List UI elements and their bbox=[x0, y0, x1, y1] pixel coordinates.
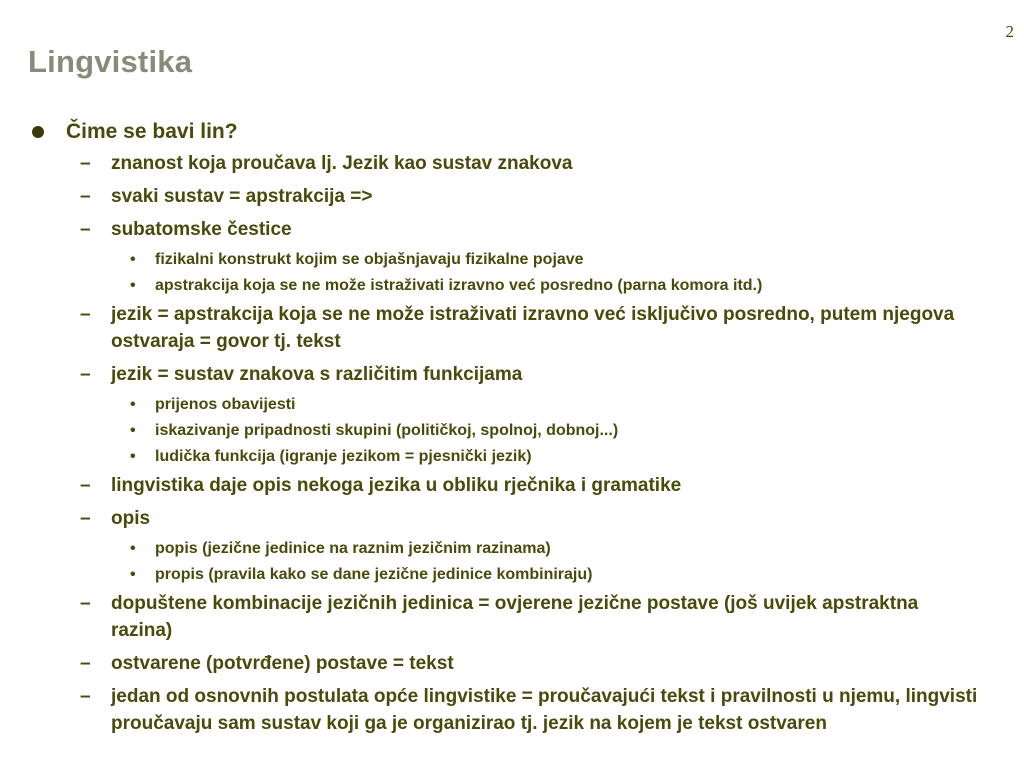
dot-bullet-icon: • bbox=[130, 540, 136, 557]
dash-bullet-icon: – bbox=[80, 593, 91, 614]
list-item bbox=[0, 590, 1024, 644]
dash-bullet-icon: – bbox=[80, 508, 91, 529]
dot-bullet-icon: • bbox=[130, 422, 136, 439]
dash-bullet-icon: – bbox=[80, 304, 91, 325]
list-item-text: svaki sustav = apstrakcija => bbox=[111, 186, 373, 207]
dash-bullet-icon: – bbox=[80, 153, 91, 174]
dash-bullet-icon: – bbox=[80, 475, 91, 496]
slide-title: Lingvistika bbox=[28, 44, 193, 79]
dash-bullet-icon: – bbox=[80, 686, 91, 707]
list-item-text: subatomske čestice bbox=[111, 219, 292, 240]
dot-bullet-icon: • bbox=[130, 396, 136, 413]
list-item bbox=[0, 216, 1024, 243]
dot-bullet-icon: • bbox=[130, 448, 136, 465]
sub-list-item-text: iskazivanje pripadnosti skupini (političkoj, spolnoj, dobnoj...) bbox=[155, 422, 619, 439]
list-item bbox=[0, 683, 1024, 737]
list-item-text: jezik = apstrakcija koja se ne može istraživati izravno već isključivo posredno, putem njegova ostvaraja = govor tj. tekst bbox=[111, 304, 955, 352]
sub-list-item-text: ludička funkcija (igranje jezikom = pjesnički jezik) bbox=[155, 448, 532, 465]
slide-number: 2 bbox=[1005, 22, 1014, 41]
list-item bbox=[0, 301, 1024, 355]
list-item bbox=[0, 472, 1024, 499]
sub-list-item bbox=[0, 249, 1024, 270]
list-item-text: znanost koja proučava lj. Jezik kao sustav znakova bbox=[111, 153, 573, 174]
sub-list-item bbox=[0, 394, 1024, 415]
list-item-text: ostvarene (potvrđene) postave = tekst bbox=[111, 653, 454, 674]
dash-bullet-icon: – bbox=[80, 364, 91, 385]
sub-list-item-text: apstrakcija koja se ne može istraživati izravno već posredno (parna komora itd.) bbox=[155, 277, 763, 294]
sub-list-item-text: popis (jezične jedinice na raznim jezičnim razinama) bbox=[155, 540, 551, 557]
sub-list-item bbox=[0, 275, 1024, 296]
slide-content bbox=[0, 118, 1024, 743]
sub-list-item bbox=[0, 446, 1024, 467]
list-item bbox=[0, 361, 1024, 388]
sub-list-item-text: fizikalni konstrukt kojim se objašnjavaju fizikalne pojave bbox=[155, 251, 584, 268]
dash-bullet-icon: – bbox=[80, 186, 91, 207]
dash-bullet-icon: – bbox=[80, 219, 91, 240]
sub-list-item bbox=[0, 420, 1024, 441]
list-item-text: lingvistika daje opis nekoga jezika u obliku rječnika i gramatike bbox=[111, 475, 682, 496]
list-item bbox=[0, 505, 1024, 532]
dash-bullet-icon: – bbox=[80, 653, 91, 674]
list-item-text: dopuštene kombinacije jezičnih jedinica = ovjerene jezične postave (još uvijek apstraktna razina) bbox=[111, 593, 919, 641]
main-point-text: Čime se bavi lin? bbox=[66, 120, 238, 143]
dot-bullet-icon: • bbox=[130, 566, 136, 583]
dot-bullet-icon: • bbox=[130, 251, 136, 268]
list-item bbox=[0, 150, 1024, 177]
filled-circle-bullet-icon bbox=[32, 126, 44, 138]
list-item-text: opis bbox=[111, 508, 151, 529]
sub-list-item-text: propis (pravila kako se dane jezične jedinice kombiniraju) bbox=[155, 566, 593, 583]
sub-list-item bbox=[0, 564, 1024, 585]
main-bullet-point bbox=[0, 118, 1024, 145]
list-item bbox=[0, 183, 1024, 210]
list-item-text: jedan od osnovnih postulata opće lingvistike = proučavajući tekst i pravilnosti u njemu, lingvisti proučavaju sam sustav koji ga je organizirao tj. jezik na kojem je tekst ostvaren bbox=[111, 686, 978, 734]
sub-list-item-text: prijenos obavijesti bbox=[155, 396, 296, 413]
list-item bbox=[0, 650, 1024, 677]
sub-list-item bbox=[0, 538, 1024, 559]
list-item-text: jezik = sustav znakova s različitim funkcijama bbox=[111, 364, 523, 385]
dot-bullet-icon: • bbox=[130, 277, 136, 294]
